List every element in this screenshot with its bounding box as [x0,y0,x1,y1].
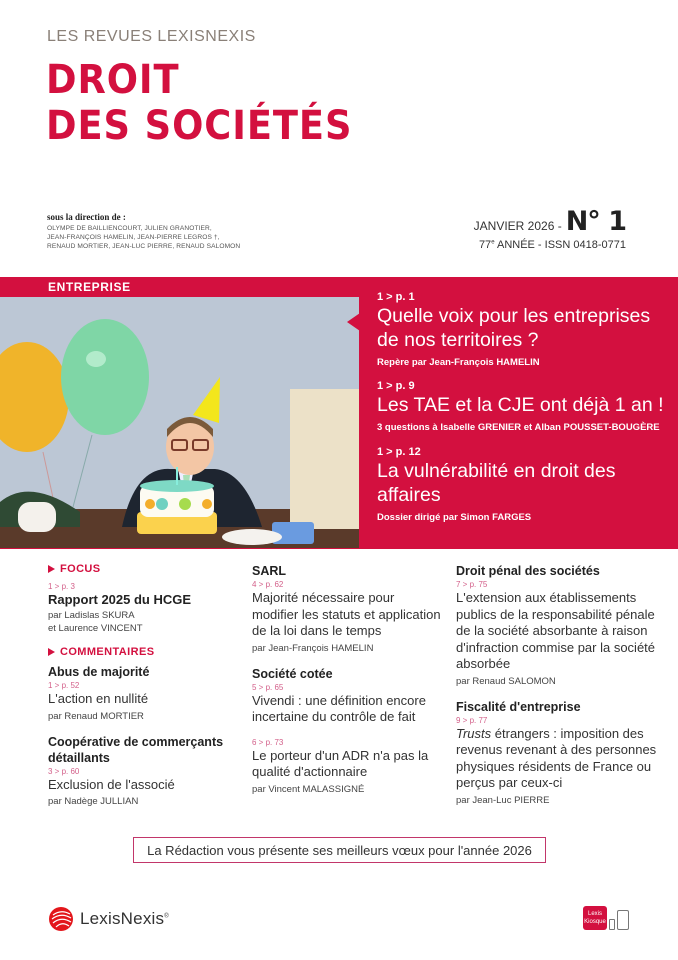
banner-section-label: ENTREPRISE [48,280,131,294]
year-suffix: e [491,239,495,246]
lexis-kiosque-icon[interactable] [583,906,607,930]
entry-title[interactable]: L'action en nullité [48,691,149,706]
issue-number: N° 1 [565,206,626,237]
entry-ref: 9 > p. 77 [456,715,488,725]
app-label: Lexis [587,911,602,917]
issue-year-issn [474,239,626,251]
logo-wordmark: LexisNexis [80,909,165,928]
lexisnexis-logo[interactable] [48,906,169,932]
entry-ref: 1 > p. 3 [48,582,75,591]
journal-title [46,57,352,149]
toc-entry[interactable] [252,563,442,655]
smartphone-icon [609,919,615,930]
journal-title-line-1: DROIT [46,57,180,103]
year-number: 77 [478,239,492,251]
lexis-kiosque-apps[interactable] [583,906,629,930]
feature-ref: 1 > p. 12 [377,446,421,458]
entry-title[interactable]: Rapport 2025 du HCGE [48,592,192,607]
green-balloon [61,319,149,435]
director-names [47,224,240,251]
toc-entry[interactable] [456,563,671,688]
cover-photo [0,297,359,548]
feature-byline: Dossier dirigé par Simon FARGES [377,512,532,523]
entry-title-rest: étrangers : imposition des revenus revenant à des personnes physiques résidents de France ou perçus par ceux-ci [456,725,657,790]
director-names-line: RENAUD MORTIER, JEAN-LUC PIERRE, RENAUD SALOMON [47,243,241,250]
entry-title-italic: Trusts [456,725,492,741]
feature-item[interactable] [377,446,667,523]
feature-byline: 3 questions à Isabelle GRENIER et Alban POUSSET-BOUGÈRE [377,422,660,433]
logo-text [80,909,169,929]
toc-entry[interactable] [48,664,238,723]
direction-label: sous la direction de : [47,212,126,222]
toc-entry[interactable] [456,699,671,807]
entry-title[interactable]: L'extension aux établissements publics de la responsabilité pénale de la société absorbante à raison d'infraction commise par la société absorbée [456,590,656,671]
section-label: FOCUS [60,563,101,575]
feature-byline: Repère par Jean-François HAMELIN [377,357,540,368]
journal-title-line-2: DES SOCIÉTÉS [46,103,353,149]
entry-author: par Jean-Luc PIERRE [456,794,550,806]
entry-category: SARL [252,564,287,578]
triangle-bullet-icon [48,648,55,656]
entry-title[interactable]: Exclusion de l'associé [48,776,175,792]
entry-category: Abus de majorité [48,665,150,679]
feature-ref: 1 > p. 1 [377,291,415,303]
banner-arrow-notch [347,313,360,331]
toc-entry[interactable] [252,737,442,796]
toc-column-2 [252,563,442,807]
season-greetings-box: La Rédaction vous présente ses meilleurs vœux pour l'année 2026 [133,837,546,863]
entry-category: Société cotée [252,666,333,681]
entry-title[interactable] [456,726,671,792]
entry-author: par Renaud SALOMON [456,675,556,687]
entry-ref: 7 > p. 75 [456,580,488,589]
feature-item[interactable] [377,291,667,368]
entry-author: par Nadège JULLIAN [48,796,139,807]
toc-entry[interactable] [48,734,238,809]
entry-title[interactable]: Vivendi : une définition encore incertaine du contrôle de fait [252,692,426,724]
entry-ref: 4 > p. 62 [252,580,284,589]
entry-category: Droit pénal des sociétés [456,564,600,578]
feature-headline[interactable]: Quelle voix pour les entreprises de nos territoires ? [377,305,651,351]
toc-column-1 [48,563,238,819]
feature-headline[interactable]: La vulnérabilité en droit des affaires [377,460,616,506]
entry-ref: 1 > p. 52 [48,681,80,690]
editorial-direction [47,212,240,251]
feature-headline[interactable]: Les TAE et la CJE ont déjà 1 an ! [377,394,664,416]
entry-ref: 5 > p. 65 [252,682,284,692]
lexisnexis-globe-icon [48,906,74,932]
old-computer [290,389,359,529]
entry-title[interactable]: Majorité nécessaire pour modifier les statuts et application de la loi dans le temps [252,590,441,638]
tablet-icon [617,910,629,930]
section-heading-commentaires [48,646,238,658]
feature-item[interactable] [377,380,667,433]
entry-author: par Ladislas SKURA [48,610,135,621]
registered-mark: ® [164,913,169,920]
entry-author: et Laurence VINCENT [48,623,143,634]
entry-ref: 6 > p. 73 [252,737,284,747]
entry-author: par Renaud MORTIER [48,710,144,722]
series-label: LES REVUES LEXISNEXIS [47,28,256,45]
feature-ref: 1 > p. 9 [377,380,415,392]
director-names-line: JEAN-FRANÇOIS HAMELIN, JEAN-PIERRE LEGROS †, [47,234,220,241]
issue-info [474,206,626,251]
toc-entry[interactable] [252,666,442,726]
section-heading-focus [48,563,238,575]
app-label: Kiosque [584,919,606,925]
director-names-line: OLYMPE DE BAILLIENCOURT, JULIEN GRANOTIER, [47,225,212,232]
entry-author: par Jean-François HAMELIN [252,642,374,654]
cover-photo-illustration [0,297,359,548]
toc-column-3 [456,563,671,818]
entry-category: Fiscalité d'entreprise [456,699,581,714]
issue-date: JANVIER 2026 - [473,219,562,233]
entry-author: par Vincent MALASSIGNÉ [252,783,365,795]
entry-title[interactable]: Le porteur d'un ADR n'a pas la qualité d'actionnaire [252,747,429,779]
year-issn-text: ANNÉE - ISSN 0418-0771 [494,239,626,251]
entry-category: Coopérative de commerçants détaillants [48,734,224,765]
entry-ref: 3 > p. 60 [48,766,80,776]
toc-entry[interactable] [48,581,238,635]
section-label: COMMENTAIRES [60,646,155,658]
triangle-bullet-icon [48,565,55,573]
